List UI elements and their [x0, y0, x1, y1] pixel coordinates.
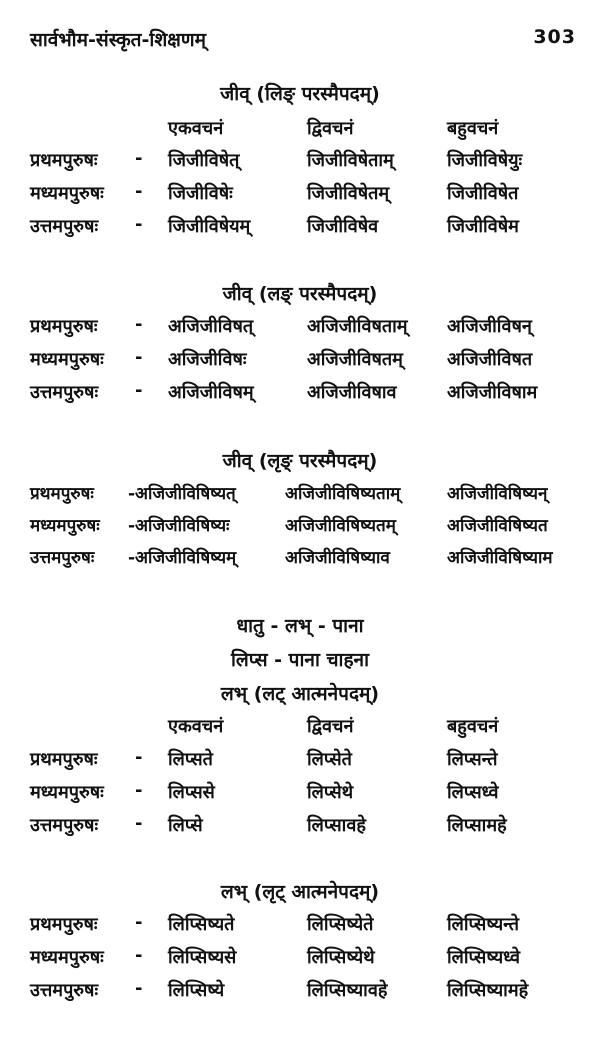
form-singular: -अजिजीविषिष्यः	[128, 516, 230, 536]
form-plural: अजिजीविषिष्यन्	[447, 484, 548, 504]
person-label: मध्यमपुरुषः	[30, 349, 104, 370]
conjugation-row	[0, 181, 600, 215]
form-dual: लिप्सेते	[307, 749, 352, 770]
column-header-plural: बहुवचनं	[447, 118, 499, 139]
column-header-row	[0, 714, 600, 748]
person-label: उत्तमपुरुषः	[30, 382, 99, 403]
form-plural: अजिजीविषत	[447, 349, 533, 370]
form-singular: अजिजीविषः	[168, 349, 247, 370]
person-label: मध्यमपुरुषः	[30, 183, 104, 204]
conjugation-row	[0, 513, 600, 547]
conjugation-row	[0, 148, 600, 182]
form-dual: जिजीविषेव	[307, 216, 379, 237]
form-plural: लिप्सन्ते	[447, 749, 498, 770]
dash: -	[135, 314, 143, 335]
form-plural: लिप्सामहे	[447, 815, 507, 836]
person-label: उत्तमपुरुषः	[30, 216, 99, 237]
form-singular: -अजिजीविषिष्यम्	[128, 548, 237, 568]
form-singular: जिजीविषेः	[168, 183, 233, 204]
dash: -	[135, 181, 143, 202]
form-plural: अजिजीविषन्	[447, 316, 532, 337]
person-label: प्रथमपुरुषः	[30, 484, 94, 504]
dash: -	[135, 214, 143, 235]
form-plural: जिजीविषेत	[447, 183, 519, 204]
form-plural: जिजीविषेयुः	[447, 150, 523, 171]
conjugation-row	[0, 380, 600, 414]
column-header-singular: एकवचनं	[168, 716, 224, 737]
form-singular: -अजिजीविषिष्यत्	[128, 484, 236, 504]
conjugation-row	[0, 912, 600, 946]
conjugation-row	[0, 978, 600, 1012]
column-header-dual: द्विवचनं	[307, 118, 354, 139]
form-dual: अजिजीविषिष्याव	[285, 548, 390, 568]
person-label: उत्तमपुरुषः	[30, 548, 95, 568]
form-dual: लिप्सेथे	[307, 782, 354, 803]
person-label: प्रथमपुरुषः	[30, 914, 98, 935]
form-singular: अजिजीविषम्	[168, 382, 254, 403]
form-dual: अजिजीविषताम्	[307, 316, 408, 337]
form-singular: जिजीविषेत्	[168, 150, 240, 171]
conjugation-row	[0, 747, 600, 781]
person-label: प्रथमपुरुषः	[30, 749, 98, 770]
running-title: सार्वभौम-संस्कृत-शिक्षणम्	[30, 29, 206, 51]
person-label: उत्तमपुरुषः	[30, 980, 99, 1001]
conjugation-row	[0, 314, 600, 348]
form-plural: लिप्सिष्यध्वे	[447, 947, 520, 968]
section-title-jiv-ling: जीव् (लिङ् परस्मैपदम्)	[220, 83, 380, 105]
form-singular: लिप्से	[168, 815, 203, 836]
dash: -	[135, 380, 143, 401]
form-singular: लिप्सिष्यते	[168, 914, 235, 935]
section-title-labh-lrt: लभ् (लृट् आत्मनेपदम्)	[220, 881, 380, 903]
form-plural: अजिजीविषाम	[447, 382, 538, 403]
dash: -	[135, 747, 143, 768]
section-title-labh-lat: लभ् (लट् आत्मनेपदम्)	[220, 683, 380, 705]
form-dual: लिप्सावहे	[307, 815, 366, 836]
form-dual: लिप्सिष्येते	[307, 914, 374, 935]
person-label: मध्यमपुरुषः	[30, 516, 100, 536]
dash: -	[135, 945, 143, 966]
column-header-dual: द्विवचनं	[307, 716, 354, 737]
section-title-jiv-lrng: जीव् (लृङ् परस्मैपदम्)	[222, 450, 378, 472]
dash: -	[135, 148, 143, 169]
conjugation-row	[0, 945, 600, 979]
dash: -	[135, 813, 143, 834]
conjugation-row	[0, 481, 600, 515]
form-singular: लिप्सिष्यसे	[168, 947, 237, 968]
person-label: मध्यमपुरुषः	[30, 947, 104, 968]
form-singular: लिप्ससे	[168, 782, 215, 803]
form-dual: अजिजीविषाव	[307, 382, 397, 403]
dash: -	[135, 978, 143, 999]
person-label: प्रथमपुरुषः	[30, 150, 98, 171]
form-singular: लिप्सते	[168, 749, 213, 770]
root-definition: धातु - लभ् - पाना	[236, 615, 364, 637]
conjugation-row	[0, 780, 600, 814]
page-header	[30, 26, 576, 56]
form-dual: अजिजीविषतम्	[307, 349, 403, 370]
person-label: उत्तमपुरुषः	[30, 815, 99, 836]
conjugation-row	[0, 347, 600, 381]
conjugation-row	[0, 214, 600, 248]
form-dual: लिप्सिष्येथे	[307, 947, 375, 968]
form-plural: अजिजीविषिष्याम	[447, 548, 553, 568]
dash: -	[135, 780, 143, 801]
person-label: प्रथमपुरुषः	[30, 316, 98, 337]
person-label: मध्यमपुरुषः	[30, 782, 104, 803]
form-dual: लिप्सिष्यावहे	[307, 980, 388, 1001]
form-singular: अजिजीविषत्	[168, 316, 254, 337]
page-number: 303	[533, 26, 576, 48]
form-dual: जिजीविषेतम्	[307, 183, 390, 204]
section-title-jiv-lang: जीव् (लङ् परस्मैपदम्)	[222, 283, 378, 305]
form-plural: लिप्सिष्यन्ते	[447, 914, 519, 935]
column-header-row	[0, 116, 600, 150]
conjugation-row	[0, 545, 600, 579]
dash: -	[135, 912, 143, 933]
form-dual: जिजीविषेताम्	[307, 150, 394, 171]
column-header-singular: एकवचनं	[168, 118, 224, 139]
conjugation-row	[0, 813, 600, 847]
form-plural: लिप्सध्वे	[447, 782, 499, 803]
form-singular: लिप्सिष्ये	[168, 980, 225, 1001]
form-plural: लिप्सिष्यामहे	[447, 980, 529, 1001]
column-header-plural: बहुवचनं	[447, 716, 499, 737]
form-singular: जिजीविषेयम्	[168, 216, 251, 237]
form-dual: अजिजीविषिष्यताम्	[285, 484, 401, 504]
desiderative-definition: लिप्स - पाना चाहना	[230, 649, 370, 671]
dash: -	[135, 347, 143, 368]
form-plural: जिजीविषेम	[447, 216, 519, 237]
form-plural: अजिजीविषिष्यत	[447, 516, 548, 536]
form-dual: अजिजीविषिष्यतम्	[285, 516, 396, 536]
